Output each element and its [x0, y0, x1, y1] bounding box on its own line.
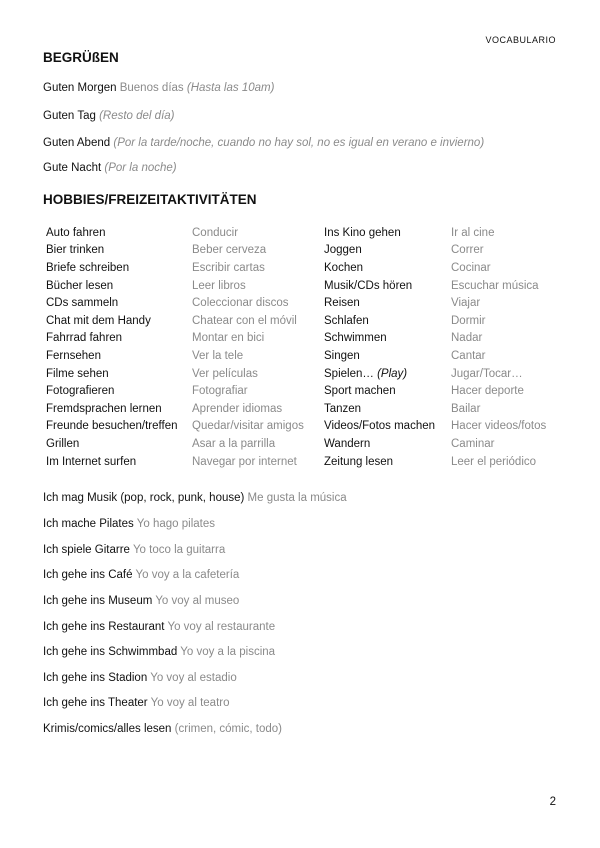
table-row: [43, 312, 546, 330]
table-row: [43, 400, 546, 418]
german-term: Grillen: [46, 437, 80, 450]
german-term: Freunde besuchen/treffen: [46, 420, 178, 433]
spanish-translation: Conducir: [192, 226, 239, 239]
german-term: Bücher lesen: [46, 279, 114, 292]
spanish-translation: Escuchar música: [451, 279, 539, 292]
phrase-line: [43, 595, 239, 607]
term-note: (Play): [377, 367, 408, 380]
usage-note: (Por la noche): [104, 162, 177, 174]
table-row: [43, 242, 546, 260]
phrase-line: [43, 492, 347, 504]
section-label: VOCABULARIO: [485, 35, 556, 45]
german-phrase: Ich gehe ins Schwimmbad: [43, 646, 178, 658]
german-term-text: Sport machen: [324, 385, 396, 398]
german-term: Filme sehen: [46, 367, 109, 380]
german-term: [321, 418, 448, 436]
usage-note: (Por la tarde/noche, cuando no hay sol, no es igual en verano e invierno): [113, 137, 485, 149]
spanish-translation: Caminar: [451, 437, 495, 450]
table-row: [43, 418, 546, 436]
german-term: Bier trinken: [46, 244, 105, 257]
spanish-translation: Yo voy al estadio: [150, 672, 237, 684]
german-term-text: Ins Kino gehen: [324, 226, 401, 239]
german-term: [321, 382, 448, 400]
german-term-text: Videos/Fotos machen: [324, 420, 436, 433]
spanish-translation: Bailar: [451, 402, 481, 415]
page-number: 2: [549, 796, 556, 808]
usage-note: (Hasta las 10am): [186, 82, 275, 94]
german-term: [321, 277, 448, 295]
spanish-translation: Ir al cine: [451, 226, 495, 239]
spanish-translation: Viajar: [451, 297, 481, 310]
table-row: [43, 224, 546, 242]
german-term: Guten Tag: [43, 110, 96, 122]
german-term: [321, 347, 448, 365]
german-term: Guten Morgen: [43, 82, 117, 94]
spanish-translation: Hacer videos/fotos: [451, 420, 547, 433]
spanish-translation: Yo voy al teatro: [150, 697, 230, 709]
german-term: [321, 224, 448, 242]
spanish-translation: Montar en bici: [192, 332, 265, 345]
german-term: Briefe schreiben: [46, 261, 130, 274]
spanish-translation: Yo voy al restaurante: [167, 621, 276, 633]
german-term: Auto fahren: [46, 226, 106, 239]
german-term: [321, 312, 448, 330]
german-phrase: Ich gehe ins Museum: [43, 595, 153, 607]
spanish-translation: Fotografiar: [192, 385, 248, 398]
spanish-translation: Nadar: [451, 332, 483, 345]
german-term: Fernsehen: [46, 349, 101, 362]
spanish-translation: Yo voy a la cafetería: [135, 569, 240, 581]
spanish-translation: Aprender idiomas: [192, 402, 283, 415]
greeting-line: [43, 110, 175, 122]
phrase-line: [43, 569, 239, 581]
spanish-translation: Navegar por internet: [192, 455, 297, 468]
spanish-translation: Correr: [451, 244, 484, 257]
spanish-translation: Cocinar: [451, 261, 491, 274]
table-row: [43, 453, 546, 471]
german-phrase: Krimis/comics/alles lesen: [43, 723, 172, 735]
phrase-line: [43, 672, 237, 684]
phrase-line: [43, 723, 282, 735]
spanish-translation: Leer libros: [192, 279, 246, 292]
german-term: CDs sammeln: [46, 297, 119, 310]
phrase-line: [43, 621, 275, 633]
german-term-text: Schlafen: [324, 314, 369, 327]
table-row: [43, 259, 546, 277]
spanish-translation: (crimen, cómic, todo): [174, 723, 283, 735]
german-term: Gute Nacht: [43, 162, 102, 174]
table-row: [43, 365, 546, 383]
phrase-line: [43, 518, 215, 530]
table-row: [43, 294, 546, 312]
german-term-text: Reisen: [324, 297, 360, 310]
german-term: Fahrrad fahren: [46, 332, 123, 345]
table-row: [43, 435, 546, 453]
german-term: [321, 365, 448, 383]
spanish-translation: Jugar/Tocar…: [451, 367, 523, 380]
spanish-translation: Coleccionar discos: [192, 297, 289, 310]
german-term: [321, 294, 448, 312]
greetings-heading: BEGRÜßEN: [43, 50, 119, 65]
table-row: [43, 347, 546, 365]
german-phrase: Ich gehe ins Theater: [43, 697, 148, 709]
spanish-translation: Chatear con el móvil: [192, 314, 297, 327]
german-term: [321, 259, 448, 277]
spanish-translation: Yo hago pilates: [136, 518, 215, 530]
spanish-translation: Escribir cartas: [192, 261, 265, 274]
greeting-line: [43, 137, 484, 149]
german-phrase: Ich mag Musik (pop, rock, punk, house): [43, 492, 245, 504]
german-term: [321, 453, 448, 471]
phrase-line: [43, 646, 275, 658]
phrase-line: [43, 697, 230, 709]
german-term: Fremdsprachen lernen: [46, 402, 162, 415]
table-row: [43, 330, 546, 348]
greeting-line: [43, 162, 177, 174]
spanish-translation: Yo voy al museo: [155, 595, 240, 607]
spanish-translation: Buenos días: [119, 82, 184, 94]
spanish-translation: Asar a la parrilla: [192, 437, 276, 450]
german-term: Fotografieren: [46, 385, 115, 398]
spanish-translation: Yo voy a la piscina: [180, 646, 276, 658]
table-row: [43, 277, 546, 295]
spanish-translation: Beber cerveza: [192, 244, 267, 257]
usage-note: (Resto del día): [99, 110, 175, 122]
german-term-text: Joggen: [324, 244, 362, 257]
hobbies-vocabulary-table: [43, 224, 546, 470]
spanish-translation: Yo toco la guitarra: [132, 544, 226, 556]
table-row: [43, 382, 546, 400]
german-phrase: Ich gehe ins Restaurant: [43, 621, 165, 633]
spanish-translation: Leer el periódico: [451, 455, 537, 468]
german-term: [321, 330, 448, 348]
german-term-text: Tanzen: [324, 402, 362, 415]
german-term: [321, 400, 448, 418]
german-phrase: Ich gehe ins Café: [43, 569, 133, 581]
german-phrase: Ich gehe ins Stadion: [43, 672, 148, 684]
german-term-text: Schwimmen: [324, 332, 387, 345]
german-phrase: Ich mache Pilates: [43, 518, 134, 530]
german-term-text: Kochen: [324, 261, 364, 274]
spanish-translation: Me gusta la música: [247, 492, 347, 504]
hobbies-heading: HOBBIES/FREIZEITAKTIVITÄTEN: [43, 192, 257, 207]
spanish-translation: Dormir: [451, 314, 486, 327]
german-term: [321, 435, 448, 453]
spanish-translation: Ver películas: [192, 367, 258, 380]
spanish-translation: Quedar/visitar amigos: [192, 420, 304, 433]
german-term-text: Zeitung lesen: [324, 455, 394, 468]
german-term: Chat mit dem Handy: [46, 314, 151, 327]
german-term: Guten Abend: [43, 137, 111, 149]
greeting-line: [43, 82, 274, 94]
german-term-text: Musik/CDs hören: [324, 279, 413, 292]
spanish-translation: Cantar: [451, 349, 486, 362]
german-phrase: Ich spiele Gitarre: [43, 544, 130, 556]
spanish-translation: Ver la tele: [192, 349, 244, 362]
german-term-text: Singen: [324, 349, 360, 362]
german-term-text: Spielen…: [324, 367, 378, 380]
german-term: Im Internet surfen: [46, 455, 137, 468]
german-term-text: Wandern: [324, 437, 371, 450]
german-term: [321, 242, 448, 260]
phrase-line: [43, 544, 225, 556]
spanish-translation: Hacer deporte: [451, 385, 524, 398]
